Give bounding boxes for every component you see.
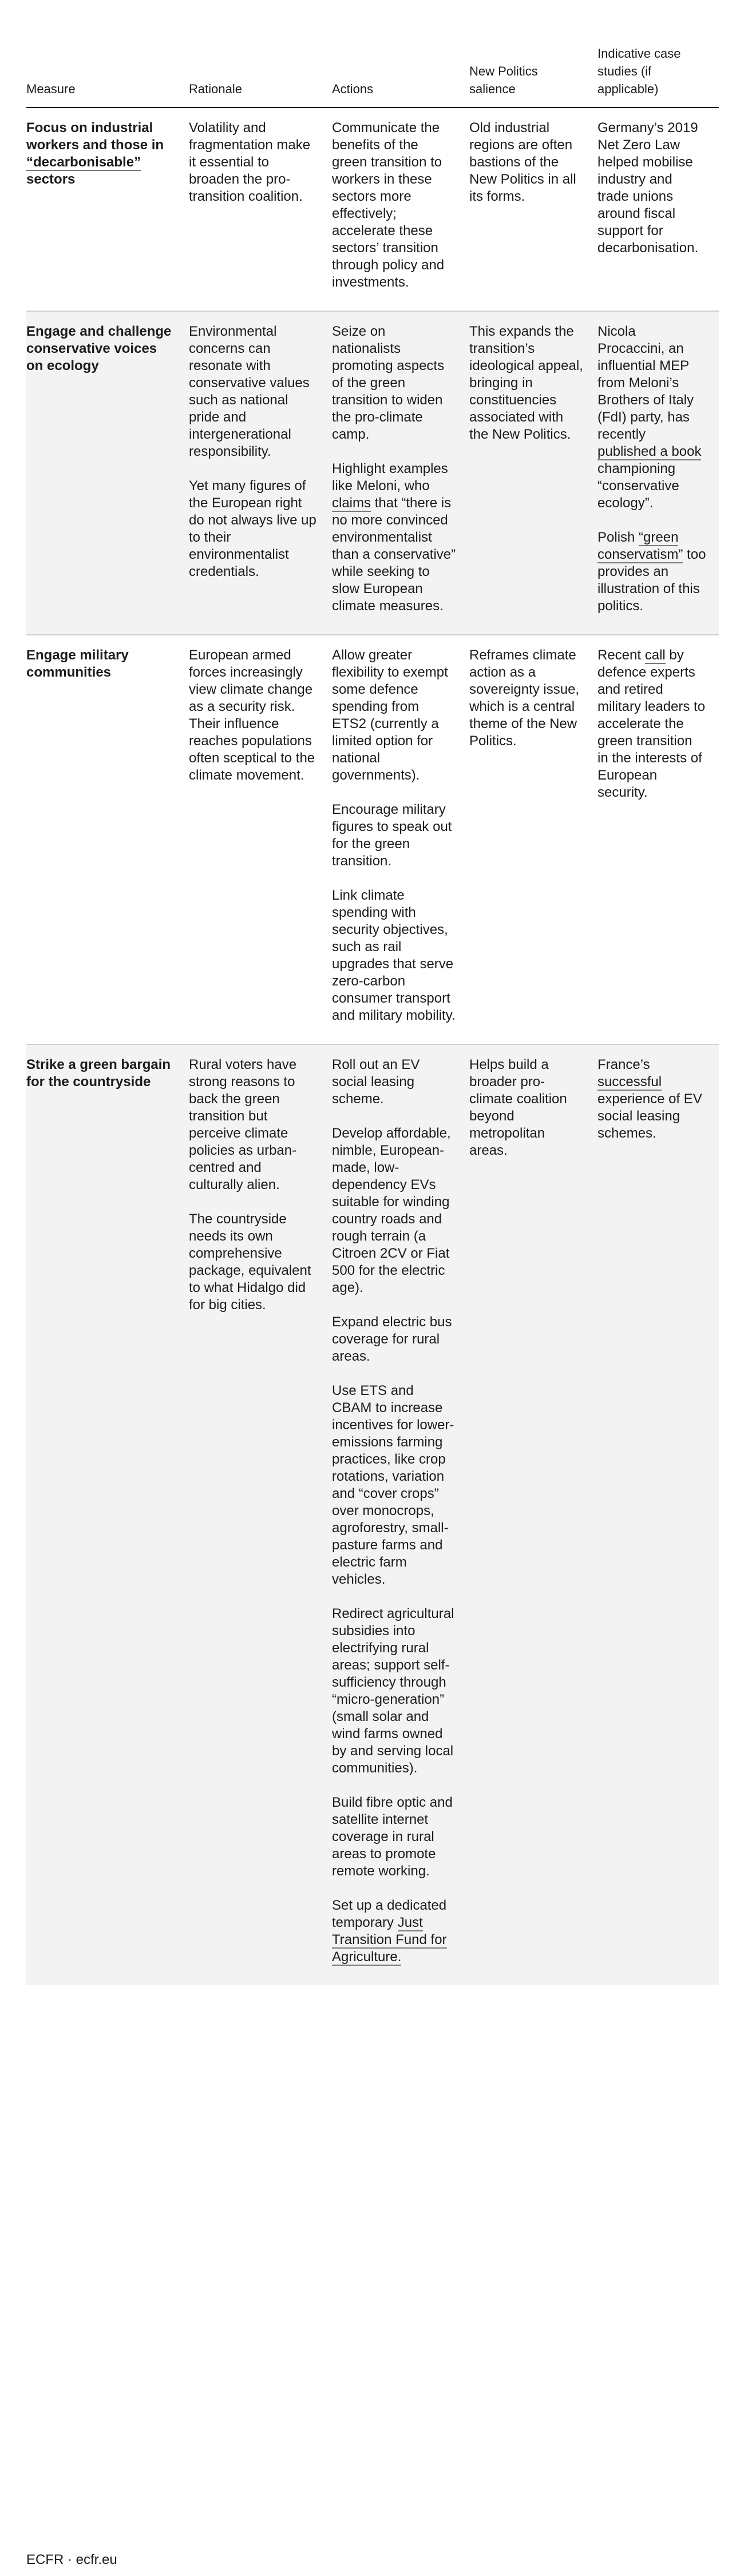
cell-rationale: Environmental concerns can resonate with conservative values such as national pride and intergenerational responsibility. Yet many figures of the European right do not always live up to their environmentalist credentials. (189, 311, 332, 635)
cell-measure (26, 108, 189, 311)
cell-measure (26, 311, 189, 635)
table-row-conservative-voices (26, 311, 719, 635)
cell-actions: Allow greater flexibility to exempt some defence spending from ETS2 (currently a limited option for national governments). Encourage military figures to speak out for the green transition. Link climate spending with security objectives, such as rail upgrades that serve zero-carbon consumer transport and military mobility. (332, 635, 469, 1044)
table-row-military-communities (26, 635, 719, 1044)
cell-case-studies: Nicola Procaccini, an influential MEP from Meloni’s Brothers of Italy (FdI) party, has recently published a book championing “conservative ecology”. Polish “green conservatism” too provides an illustration of this politics. (597, 311, 719, 635)
published-book-link[interactable]: published a book (597, 444, 702, 459)
header-salience: New Politics salience (469, 45, 597, 108)
header-actions: Actions (332, 45, 469, 108)
cell-actions: Seize on nationalists promoting aspects of the green transition to widen the pro-climate camp. Highlight examples like Meloni, who claims that “there is no more convinced environmentalist than a conservative” while seeking to slow European climate measures. (332, 311, 469, 635)
cell-actions: Communicate the benefits of the green transition to workers in these sectors more effectively; accelerate these sectors’ transition through policy and investments. (332, 108, 469, 311)
claims-link[interactable]: claims (332, 495, 371, 511)
measure-link[interactable]: “decarbonisable” (26, 154, 141, 170)
measure-title: Strike a green bargain for the countryside (26, 1057, 171, 1090)
measure-title: Focus on industrial workers and those in “decarbonisable” sectors (26, 120, 164, 187)
just-transition-fund-link[interactable]: Just Transition Fund for Agriculture. (332, 1915, 447, 1965)
successful-link[interactable]: successful (597, 1074, 662, 1090)
measure-title: Engage military communities (26, 647, 129, 680)
table-header-row (26, 45, 719, 108)
cell-case-studies: Germany’s 2019 Net Zero Law helped mobilise industry and trade unions around fiscal support for decarbonisation. (597, 108, 719, 311)
cell-actions: Roll out an EV social leasing scheme. Develop affordable, nimble, European-made, low-dependency EVs suitable for winding country roads and rough terrain (a Citroen 2CV or Fiat 500 for the electric age). Expand electric bus coverage for rural areas. Use ETS and CBAM to increase incentives for lower-emissions farming practices, like crop rotations, variation and “cover crops” over monocrops, agroforestry, small-pasture farms and electric farm vehicles. Redirect agricultural subsidies into electrifying rural areas; support self-sufficiency through “micro-generation” (small solar and wind farms owned by and serving local communities). Build fibre optic and satellite internet coverage in rural areas to promote remote working. Set up a dedicated temporary Just Transition Fund for Agriculture. (332, 1044, 469, 1985)
measure-title: Engage and challenge conservative voices on ecology (26, 324, 172, 373)
cell-salience: Reframes climate action as a sovereignty issue, which is a central theme of the New Politics. (469, 635, 597, 1044)
cell-rationale: Rural voters have strong reasons to back the green transition but perceive climate policies as urban-centred and culturally alien. The countryside needs its own comprehensive package, equivalent to what Hidalgo did for big cities. (189, 1044, 332, 1985)
cell-salience: This expands the transition’s ideological appeal, bringing in constituencies associated with the New Politics. (469, 311, 597, 635)
policy-measures-table (26, 45, 719, 1985)
cell-measure (26, 635, 189, 1044)
cell-case-studies: Recent call by defence experts and retired military leaders to accelerate the green transition in the interests of European security. (597, 635, 719, 1044)
cell-salience: Old industrial regions are often bastions of the New Politics in all its forms. (469, 108, 597, 311)
cell-case-studies: France’s successful experience of EV social leasing schemes. (597, 1044, 719, 1985)
header-measure: Measure (26, 45, 189, 108)
table-row-industrial-workers (26, 108, 719, 311)
cell-measure (26, 1044, 189, 1985)
policy-measures-table-wrapper (26, 45, 719, 1985)
cell-salience: Helps build a broader pro-climate coalition beyond metropolitan areas. (469, 1044, 597, 1985)
green-conservatism-link[interactable]: “green conservatism” (597, 530, 683, 562)
table-row-countryside-bargain (26, 1044, 719, 1985)
cell-rationale: Volatility and fragmentation make it essential to broaden the pro-transition coalition. (189, 108, 332, 311)
page-footer: ECFR · ecfr.eu (26, 2552, 117, 2567)
cell-rationale: European armed forces increasingly view climate change as a security risk. Their influence reaches populations often sceptical to the climate movement. (189, 635, 332, 1044)
header-case-studies: Indicative case studies (if applicable) (597, 45, 719, 108)
header-rationale: Rationale (189, 45, 332, 108)
call-link[interactable]: call (644, 647, 666, 663)
